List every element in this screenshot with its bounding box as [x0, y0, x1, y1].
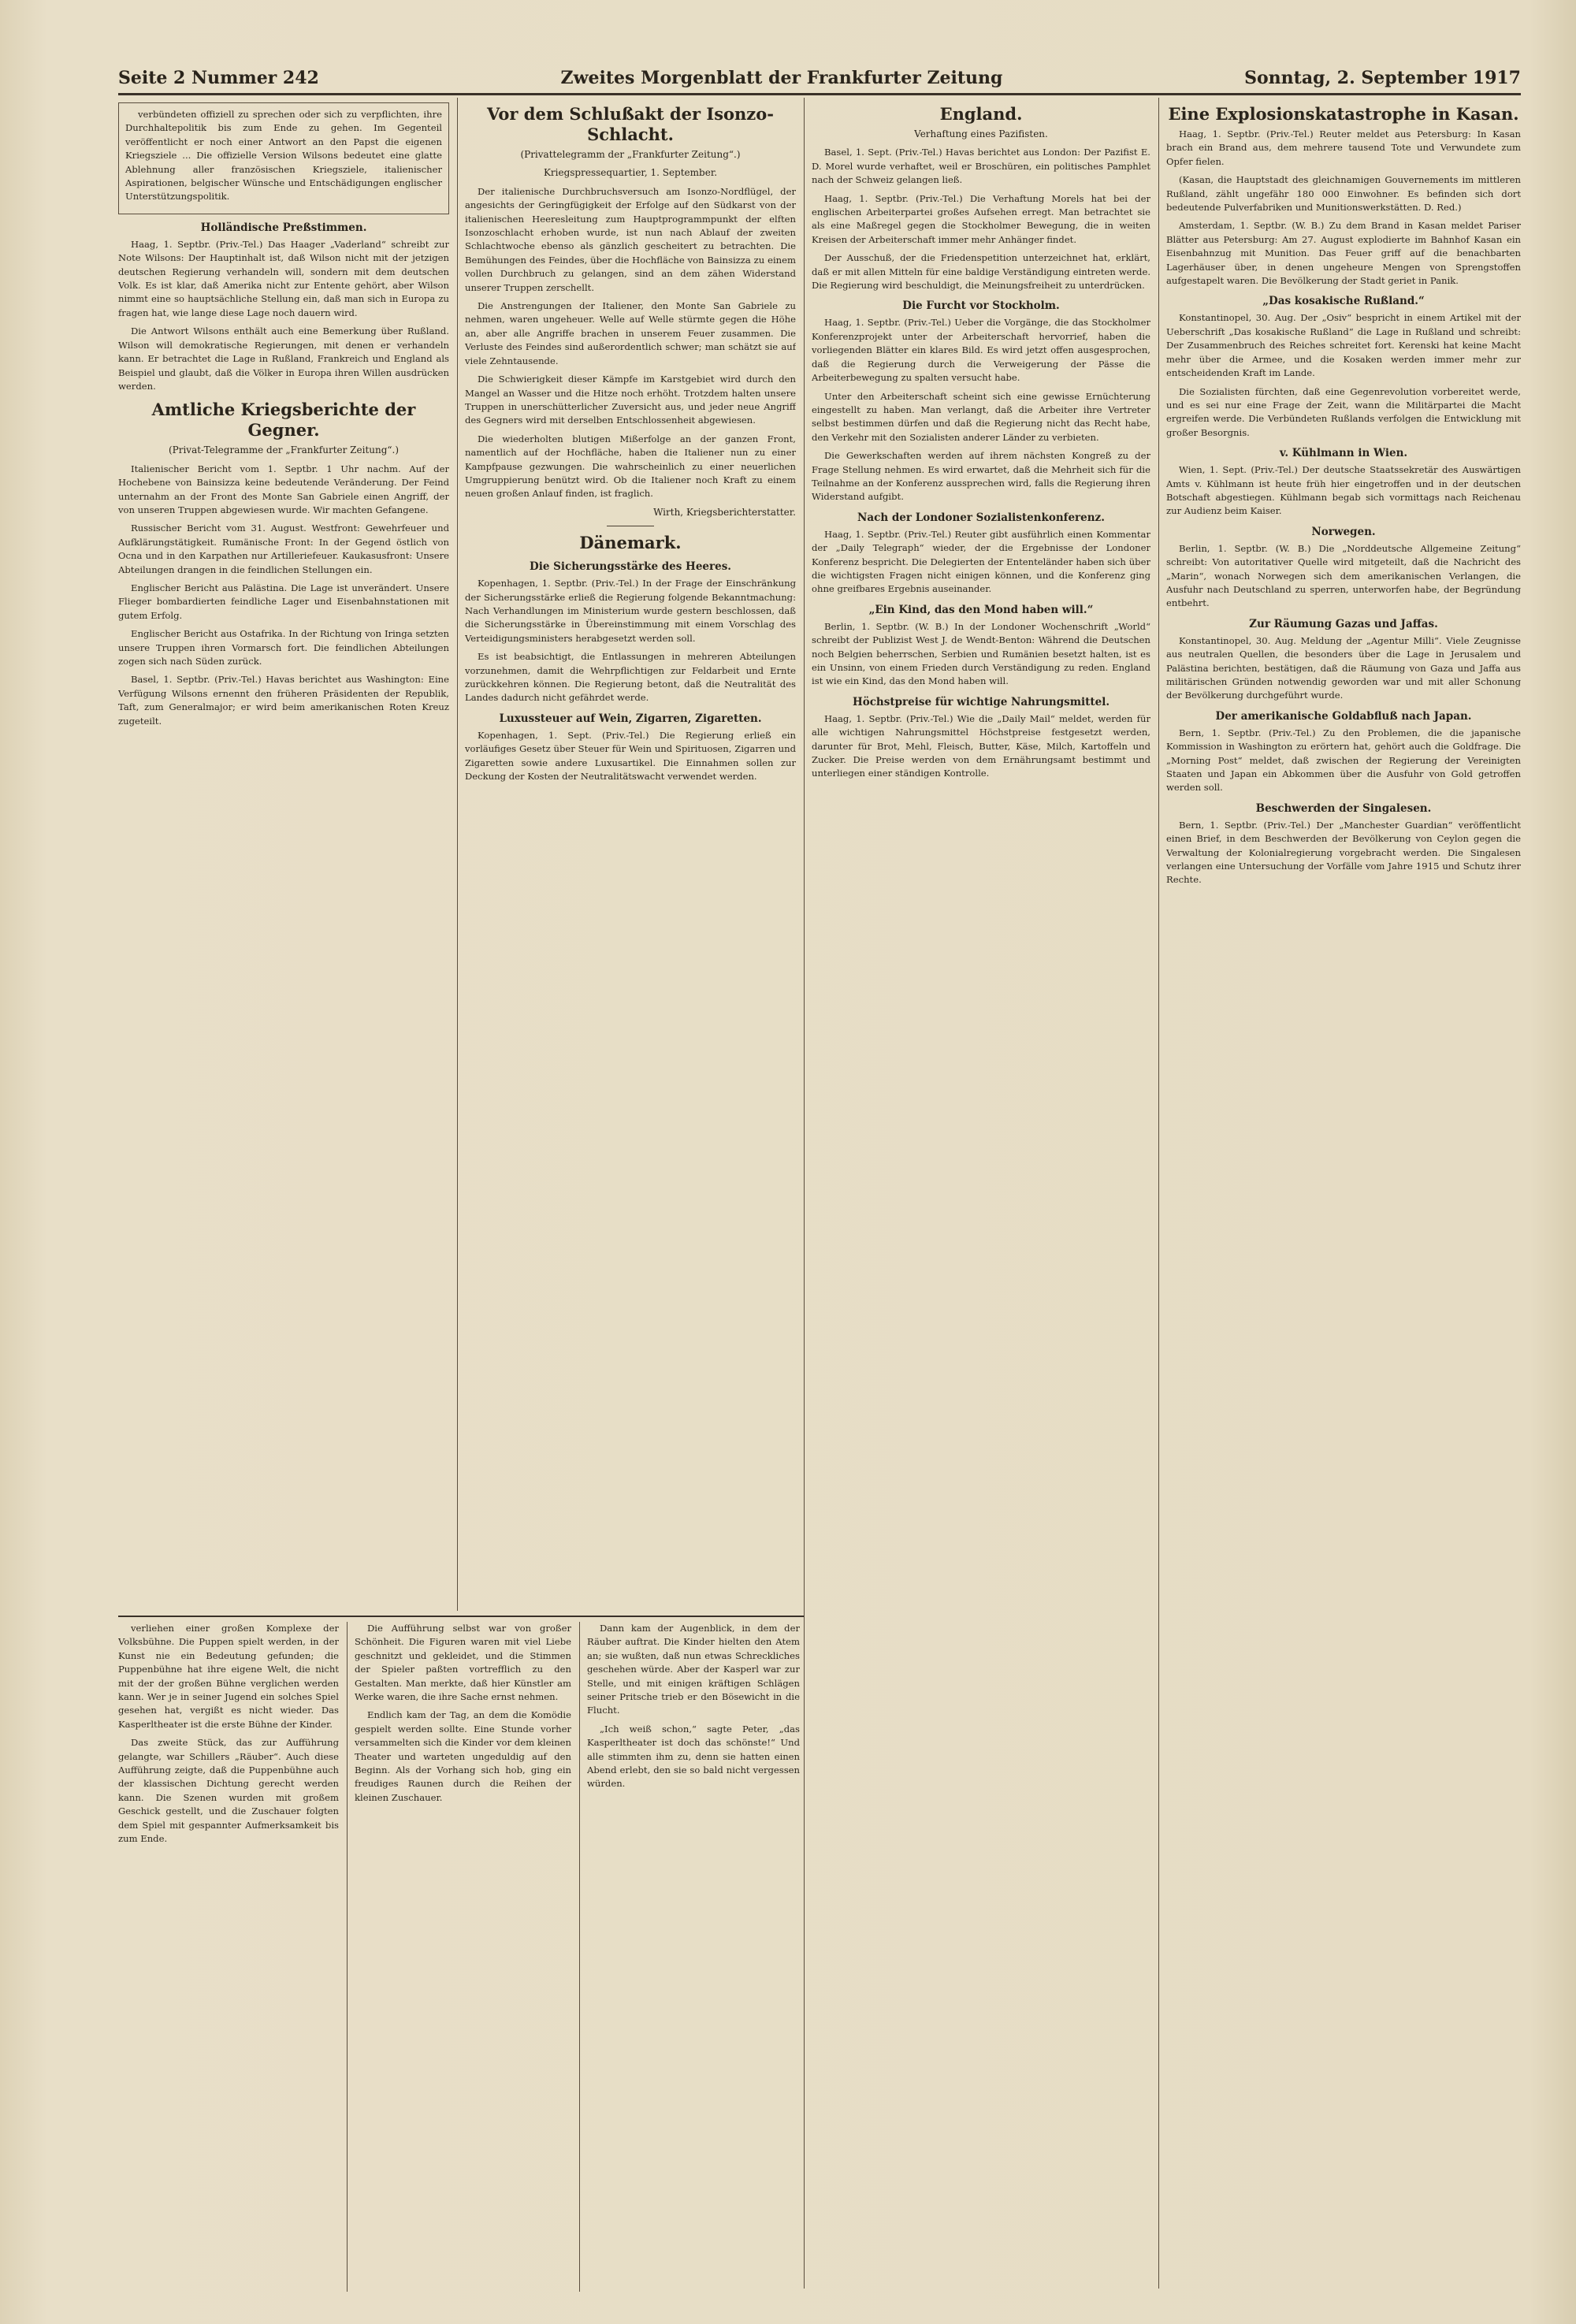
- section-subheading: Die Sicherungsstärke des Heeres.: [529, 560, 731, 574]
- section-heading: Dänemark.: [579, 533, 682, 553]
- intro-box: [118, 102, 449, 214]
- article-paragraph: Kopenhagen, 1. Septbr. (Priv.-Tel.) In der Frage der Einschränkung der Sicherungsstärke erließ die Regierung folgende Bekanntmachung: Nach Verhandlungen im Ministerium wurde gestern beschlossen, daß die Sicherungsstärke in Übereinstimmung mit einem Vorschlag des Verteidigungsministers herabgesetzt werden soll.: [465, 578, 796, 644]
- article-paragraph: Die Sozialisten fürchten, daß eine Gegenrevolution vorbereitet werde, und es sei nur eine Frage der Zeit, wann die Militärpartei die Macht ergreifen werde. Die Verbündeten Rußlands verfolgen die Entwicklung mit großer Besorgnis.: [1166, 385, 1521, 438]
- article-paragraph: Die Schwierigkeit dieser Kämpfe im Karstgebiet wird durch den Mangel an Wasser und die Hitze noch erhöht. Trotzdem halten unsere Truppen in unerschütterlicher Zuversicht aus, und jeder neue Angriff des Gegners wird mit derselben Entschlossenheit abgewiesen.: [465, 374, 796, 426]
- section-heading: Zur Räumung Gazas und Jaffas.: [1249, 617, 1438, 630]
- feuilleton-paragraph: Die Aufführung selbst war von großer Schönheit. Die Figuren waren mit viel Liebe geschnitzt und gekleidet, und die Stimmen der Spieler paßten vortrefflich zu den Gestalten. Man merkte, daß hier Künstler am Werke waren, die ihre Sache ernst nehmen.: [355, 1623, 571, 1703]
- article-paragraph: Der Ausschuß, der die Friedenspetition unterzeichnet hat, erklärt, daß er mit allen Mitteln für eine baldige Verständigung eintreten werde. Die Regierung wird beschuldigt, die Meinungsfreiheit zu unterdrücken.: [812, 252, 1150, 292]
- article-paragraph: Basel, 1. Sept. (Priv.-Tel.) Havas berichtet aus London: Der Pazifist E. D. Morel wurde verhaftet, weil er Broschüren, ein politisches Pamphlet nach der Schweiz gelangen ließ.: [812, 147, 1150, 186]
- article-paragraph: Wien, 1. Sept. (Priv.-Tel.) Der deutsche Staatssekretär des Auswärtigen Amts v. Kühlmann ist heute früh hier eingetroffen und in der deutschen Botschaft abgestiegen. Kühlmann begab sich vormittags nach Reichenau zur Audienz beim Kaiser.: [1166, 464, 1521, 517]
- article-paragraph: Konstantinopel, 30. Aug. Der „Osiv“ bespricht in einem Artikel mit der Ueberschrift „Das kosakische Rußland“ die Lage in Rußland und schreibt: Der Zusammenbruch des Reiches schreitet fort. Kerenski hat keine Macht mehr über die Armee, und die Kosaken werden immer mehr zur entscheidenden Kraft im Lande.: [1166, 312, 1521, 379]
- article-paragraph: Haag, 1. Septbr. (Priv.-Tel.) Ueber die Vorgänge, die das Stockholmer Konferenzprojekt unter der Arbeiterschaft hervorrief, haben die vorliegenden Blätter ein klares Bild. Es wird jetzt offen ausgesprochen, daß die Regierung durch die Verweigerung der Pässe die Arbeiterbewegung zu spalten versucht habe.: [812, 317, 1150, 384]
- section-heading: „Ein Kind, das den Mond haben will.“: [868, 603, 1094, 616]
- column-2: [465, 98, 796, 1611]
- section-heading: Luxussteuer auf Wein, Zigarren, Zigaretten.: [499, 712, 762, 725]
- feuilleton-paragraph: Das zweite Stück, das zur Aufführung gelangte, war Schillers „Räuber“. Auch diese Aufführung zeigte, daß die Puppenbühne auch der klassischen Dichtung gerecht werden kann. Die Szenen wurden mit großem Geschick gestellt, und die Zuschauer folgten dem Spiel mit gespannter Aufmerksamkeit bis zum Ende.: [118, 1737, 339, 1845]
- section-heading: Eine Explosionskatastrophe in Kasan.: [1168, 104, 1519, 124]
- section-subheading: (Privat-Telegramme der „Frankfurter Zeitung“.): [168, 444, 400, 456]
- section-heading: „Das kosakische Rußland.“: [1262, 295, 1425, 308]
- article-paragraph: Englischer Bericht aus Palästina. Die Lage ist unverändert. Unsere Flieger bombardierten feindliche Lager und Eisenbahnstationen mit gutem Erfolg.: [118, 582, 449, 621]
- article-paragraph: Amsterdam, 1. Septbr. (W. B.) Zu dem Brand in Kasan meldet Pariser Blätter aus Petersburg: Am 27. August explodierte im Bahnhof Kasan ein Eisenbahnzug mit Munition. Das Feuer griff auf die benachbarten Lagerhäuser über, in denen ungeheure Mengen von Sprengstoffen aufgestapelt waren. Die Bevölkerung der Stadt geriet in Panik.: [1166, 220, 1521, 287]
- article-paragraph: Haag, 1. Septbr. (Priv.-Tel.) Reuter meldet aus Petersburg: In Kasan brach ein Brand aus, dem mehrere tausend Tote und Verwundete zum Opfer fielen.: [1166, 128, 1521, 167]
- feuilleton-paragraph: Dann kam der Augenblick, in dem der Räuber auftrat. Die Kinder hielten den Atem an; sie wußten, daß nun etwas Schreckliches geschehen würde. Aber der Kasperl war zur Stelle, und mit einigen kräftigen Schlägen seiner Pritsche trieb er den Bösewicht in die Flucht.: [587, 1623, 800, 1716]
- column-3: [812, 98, 1150, 2296]
- column-rule: [1158, 98, 1159, 2289]
- feuilleton-column-3: [587, 1622, 800, 2300]
- article-paragraph: Es ist beabsichtigt, die Entlassungen in mehreren Abteilungen vorzunehmen, damit die Wehrpflichtigen zur Feldarbeit und Ernte zurückkehren können. Die Regierung betont, daß die Neutralität des Landes dadurch nicht gefährdet werde.: [465, 651, 796, 704]
- column-rule: [457, 98, 458, 1611]
- article-paragraph: Haag, 1. Septbr. (Priv.-Tel.) Die Verhaftung Morels hat bei der englischen Arbeiterpartei großes Aufsehen erregt. Man betrachtet sie als eine Maßregel gegen die Stockholmer Bewegung, die in weiten Kreisen der Arbeiterschaft immer mehr Anhänger findet.: [812, 192, 1150, 245]
- section-heading: England.: [939, 104, 1023, 124]
- feuilleton-rule: [118, 1616, 804, 1617]
- page-number: Seite 2 Nummer 242: [118, 68, 319, 88]
- section-heading: Vor dem Schlußakt der Isonzo-Schlacht.: [487, 104, 774, 144]
- article-paragraph: Haag, 1. Septbr. (Priv.-Tel.) Reuter gibt ausführlich einen Kommentar der „Daily Telegraph“ wieder, der die Ergebnisse der Londoner Konferenz bespricht. Die Delegierten der Ententeländer haben sich über die wichtigsten Fragen nicht einigen können, und die Konferenz ging ohne greifbares Ergebnis auseinander.: [812, 528, 1150, 595]
- issue-date: Sonntag, 2. September 1917: [1244, 68, 1521, 88]
- dateline: Kriegspressequartier, 1. September.: [543, 167, 718, 179]
- feuilleton-paragraph: „Ich weiß schon,“ sagte Peter, „das Kasperltheater ist doch das schönste!“ Und alle stimmten ihm zu, denn sie hatten einen Abend erlebt, den sie so bald nicht vergessen würden.: [587, 1723, 800, 1790]
- article-paragraph: Haag, 1. Septbr. (Priv.-Tel.) Das Haager „Vaderland“ schreibt zur Note Wilsons: Der Hauptinhalt ist, daß Wilson nicht mit der jetzigen deutschen Regierung verhandeln will, sondern mit dem deutschen Volk. Es ist klar, daß Amerika nicht zur Entente gehört, aber Wilson nimmt eine so hauptsächliche Stellung ein, daß man sich in Europa zu fragen hat, wie lange diese Lage noch dauern wird.: [118, 238, 449, 318]
- article-paragraph: Die Anstrengungen der Italiener, den Monte San Gabriele zu nehmen, waren ungeheuer. Welle auf Welle stürmte gegen die Höhe an, aber alle Angriffe brachen in unserem Feuer zusammen. Die Verluste des Feindes sind außerordentlich schwer; man schätzt sie auf viele Zehntausende.: [465, 300, 796, 366]
- section-heading: Norwegen.: [1311, 525, 1376, 538]
- section-heading: Die Furcht vor Stockholm.: [902, 299, 1060, 313]
- feuilleton-paragraph: Endlich kam der Tag, an dem die Komödie gespielt werden sollte. Eine Stunde vorher versammelten sich die Kinder vor dem kleinen Theater und warteten ungeduldig auf den Beginn. Als der Vorhang sich hob, ging ein freudiges Raunen durch die Reihen der kleinen Zuschauer.: [355, 1709, 571, 1803]
- intro-text: verbündeten offiziell zu sprechen oder sich zu verpflichten, ihre Durchhaltepolitik bis zum Ende zu gehen. Im Gegenteil veröffentlicht er noch einer Antwort an den Papst die eigenen Kriegsziele ... Die offizielle Version Wilsons bedeutet eine glatte Ablehnung aller französischen Kriegsziele, italienischer Aspirationen, belgischer Wünsche und Entschädigungen englischer Unterstützungspolitik.: [125, 109, 442, 203]
- column-rule: [579, 1622, 580, 2292]
- article-paragraph: Haag, 1. Septbr. (Priv.-Tel.) Wie die „Daily Mail“ meldet, werden für alle wichtigen Nahrungsmittel Höchstpreise festgesetzt werden, darunter für Brot, Mehl, Fleisch, Butter, Käse, Milch, Kartoffeln und Zucker. Die Preise werden von dem Ernährungsamt bestimmt und unterliegen einer ständigen Kontrolle.: [812, 712, 1150, 779]
- article-paragraph: Berlin, 1. Septbr. (W. B.) Die „Norddeutsche Allgemeine Zeitung“ schreibt: Von autoritativer Quelle wird mitgeteilt, daß die Nachricht des „Marin“, wonach Norwegen sich dem amerikanischen Verlangen, die Ausfuhr nach Deutschland zu sperren, unterworfen habe, der Begründung entbehrt.: [1166, 542, 1521, 609]
- column-4: [1166, 98, 1521, 2296]
- article-paragraph: Kopenhagen, 1. Sept. (Priv.-Tel.) Die Regierung erließ ein vorläufiges Gesetz über Steuer für Wein und Spirituosen, Zigarren und Zigaretten sowie andere Luxusartikel. Die Einnahmen sollen zur Deckung der Kosten der Neutralitätswacht verwendet werden.: [465, 729, 796, 783]
- column-1: [118, 98, 449, 1611]
- article-paragraph: Bern, 1. Septbr. (Priv.-Tel.) Zu den Problemen, die die japanische Kommission in Washington zu erörtern hat, gehört auch die Goldfrage. Die „Morning Post“ meldet, daß zwischen der Regierung der Vereinigten Staaten und Japan ein Abkommen über die Ausfuhr von Gold getroffen werden soll.: [1166, 727, 1521, 794]
- section-heading: Holländische Preßstimmen.: [200, 221, 367, 234]
- article-paragraph: Berlin, 1. Septbr. (W. B.) In der Londoner Wochenschrift „World“ schreibt der Publizist West J. de Wendt-Benton: Während die Deutschen noch Belgien beherrschen, Serbien und Rumänien besetzt halten, ist es ein Unsinn, von einem Frieden durch Verständigung zu reden. England ist wie ein Kind, das den Mond haben will.: [812, 620, 1150, 687]
- article-paragraph: Die Gewerkschaften werden auf ihrem nächsten Kongreß zu der Frage Stellung nehmen. Es wird erwartet, daß die Mehrheit sich für die Teilnahme an der Konferenz aussprechen wird, falls die Regierung ihren Widerstand aufgibt.: [812, 450, 1150, 503]
- section-heading: Beschwerden der Singalesen.: [1255, 801, 1432, 815]
- article-paragraph: Konstantinopel, 30. Aug. Meldung der „Agentur Milli“. Viele Zeugnisse aus neutralen Quellen, die besonders über die Lage in Jerusalem und Palästina berichten, bestätigen, daß die Räumung von Gaza und Jaffa aus militärischen Gründen notwendig geworden war und mit aller Schonung der Bevölkerung durchgeführt wurde.: [1166, 634, 1521, 701]
- article-paragraph: Englischer Bericht aus Ostafrika. In der Richtung von Iringa setzten unsere Truppen ihren Vormarsch fort. Die feindlichen Abteilungen zogen sich nach Süden zurück.: [118, 628, 449, 667]
- section-subheading: Verhaftung eines Pazifisten.: [914, 128, 1048, 139]
- feuilleton-column-2: [355, 1622, 571, 2300]
- feuilleton-column-1: [118, 1622, 339, 2300]
- column-rule: [804, 98, 805, 2289]
- article-paragraph: Italienischer Bericht vom 1. Septbr. 1 Uhr nachm. Auf der Hochebene von Bainsizza keine bedeutende Veränderung. Der Feind unternahm an der Front des Monte San Gabriele einen Angriff, der von unseren Truppen abgewiesen wurde. Wir machten Gefangene.: [118, 463, 449, 515]
- article-paragraph: Die Antwort Wilsons enthält auch eine Bemerkung über Rußland. Wilson will demokratische Regierungen, mit denen er verhandeln kann. Er betrachtet die Lage in Rußland, Frankreich und England als Beispiel und glaubt, daß die Völker in Europa ihren Willen ausdrücken werden.: [118, 325, 449, 392]
- signature: Wirth, Kriegsberichterstatter.: [653, 506, 796, 518]
- section-heading: Nach der Londoner Sozialistenkonferenz.: [857, 511, 1105, 524]
- section-heading: Amtliche Kriegsberichte der Gegner.: [151, 400, 416, 441]
- article-paragraph: Der italienische Durchbruchsversuch am Isonzo-Nordflügel, der angesichts der Geringfügigkeit der Erfolge auf den Südkarst von der italienischen Heeresleitung zum Hauptprogrammpunkt der elften Isonzoschlacht erhoben wurde, ist nun nach Ablauf der zweiten Schlachtwoche ebenso als gänzlich gescheitert zu betrachten. Die Bemühungen des Feindes, über die Hochfläche von Bainsizza zu einem vollen Durchbruch zu gelangen, sind an dem zähen Widerstand unserer Truppen zerschellt.: [465, 185, 796, 293]
- feuilleton-paragraph: verliehen einer großen Komplexe der Volksbühne. Die Puppen spielt werden, in der Kunst nie ein Bedeutung gefunden; die Puppenbühne hat ihre eigene Welt, die nicht mit der der großen Bühne verglichen werden kann. Wer je in seiner Jugend ein solches Spiel gesehen hat, vergißt es nicht wieder. Das Kasperltheater ist die erste Bühne der Kinder.: [118, 1623, 339, 1730]
- newspaper-title: Zweites Morgenblatt der Frankfurter Zeitung: [560, 68, 1003, 88]
- article-paragraph: Bern, 1. Septbr. (Priv.-Tel.) Der „Manchester Guardian“ veröffentlicht einen Brief, in dem Beschwerden der Bevölkerung von Ceylon gegen die Verwaltung der Kolonialregierung vorgebracht werden. Die Singalesen verlangen eine Untersuchung der Vorfälle vom Jahre 1915 und Schutz ihrer Rechte.: [1166, 819, 1521, 886]
- article-paragraph: (Kasan, die Hauptstadt des gleichnamigen Gouvernements im mittleren Rußland, zählt ungefähr 180 000 Einwohner. Es befinden sich dort bedeutende Pulverfabriken und Munitionswerkstätten. D. Red.): [1166, 174, 1521, 214]
- article-paragraph: Basel, 1. Septbr. (Priv.-Tel.) Havas berichtet aus Washington: Eine Verfügung Wilsons ernennt den früheren Präsidenten der Republik, Taft, zum Generalmajor; er wird beim amerikanischen Roten Kreuz zugeteilt.: [118, 674, 449, 727]
- section-subheading: (Privattelegramm der „Frankfurter Zeitung“.): [520, 149, 741, 160]
- article-paragraph: Russischer Bericht vom 31. August. Westfront: Gewehrfeuer und Aufklärungstätigkeit. Rumänische Front: In der Gegend östlich von Ocna und in den Karpathen nur Artilleriefeuer. Kaukasusfront: Unsere Abteilungen drangen in die feindlichen Stellungen ein.: [118, 522, 449, 575]
- masthead: [118, 61, 1521, 95]
- column-rule: [347, 1622, 348, 2292]
- section-heading: v. Kühlmann in Wien.: [1279, 447, 1408, 460]
- section-heading: Der amerikanische Goldabfluß nach Japan.: [1215, 709, 1472, 723]
- article-paragraph: Unter den Arbeiterschaft scheint sich eine gewisse Ernüchterung eingestellt zu haben. Man verlangt, daß die Arbeiter ihre Vertreter selbst bestimmen dürfen und daß die Regierung nicht das Recht habe, den Verkehr mit den Sozialisten anderer Länder zu verbieten.: [812, 390, 1150, 443]
- section-heading: Höchstpreise für wichtige Nahrungsmittel.: [852, 695, 1110, 708]
- article-paragraph: Die wiederholten blutigen Mißerfolge an der ganzen Front, namentlich auf der Hochfläche, haben die Italiener nun zu einer Kampfpause gezwungen. Die wahrscheinlich zu einer neuerlichen Umgruppierung benützt wird. Ob die Italiener noch Kraft zu einem neuen großen Anlauf finden, ist fraglich.: [465, 433, 796, 500]
